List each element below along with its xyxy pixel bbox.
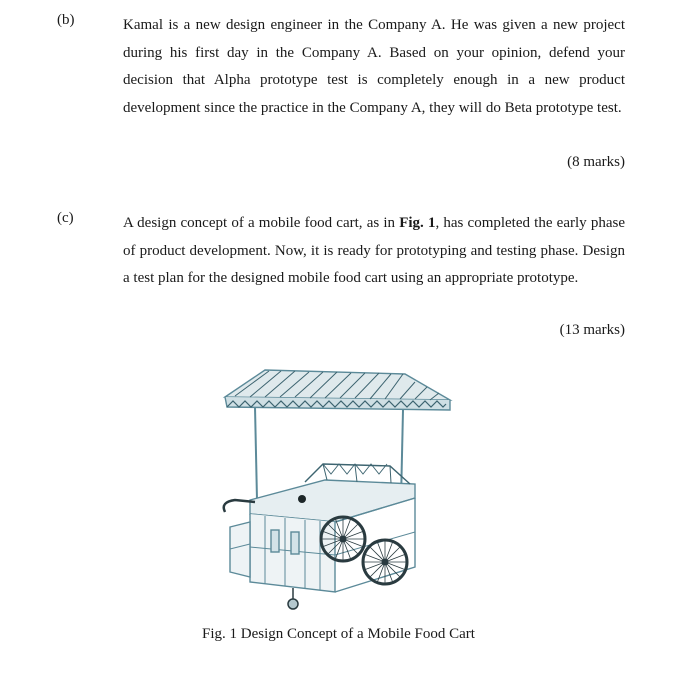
- question-c-text: [123, 210, 625, 293]
- cart-canopy: [225, 370, 450, 410]
- figure-caption: Fig. 1 Design Concept of a Mobile Food Cart: [202, 626, 475, 642]
- rear-wheel-front: [363, 540, 407, 584]
- cart-body: [224, 464, 415, 592]
- food-cart-illustration: [205, 352, 470, 617]
- rear-wheel-back: [321, 517, 365, 561]
- question-c-label: (c): [57, 210, 74, 226]
- question-c-text-after: , has completed the early phase of product development. Now, it is ready for prototyping and testing phase. Design a test plan for the designed mobile food cart using an appropriate prototype.: [123, 215, 625, 286]
- question-b-marks: (8 marks): [567, 154, 625, 170]
- question-b-text: Kamal is a new design engineer in the Company A. He was given a new project during his first day in the Company A. Based on your opinion, defend your decision that Alpha prototype test is completely enough in a new product development since the practice in the Company A, they will do Beta prototype test.: [123, 17, 625, 116]
- question-b-label: (b): [57, 12, 75, 28]
- question-c-marks: (13 marks): [559, 322, 625, 338]
- question-c-text-before: A design concept of a mobile food cart, as in: [123, 215, 400, 231]
- front-caster: [288, 588, 298, 609]
- figure-reference: Fig. 1: [399, 215, 436, 231]
